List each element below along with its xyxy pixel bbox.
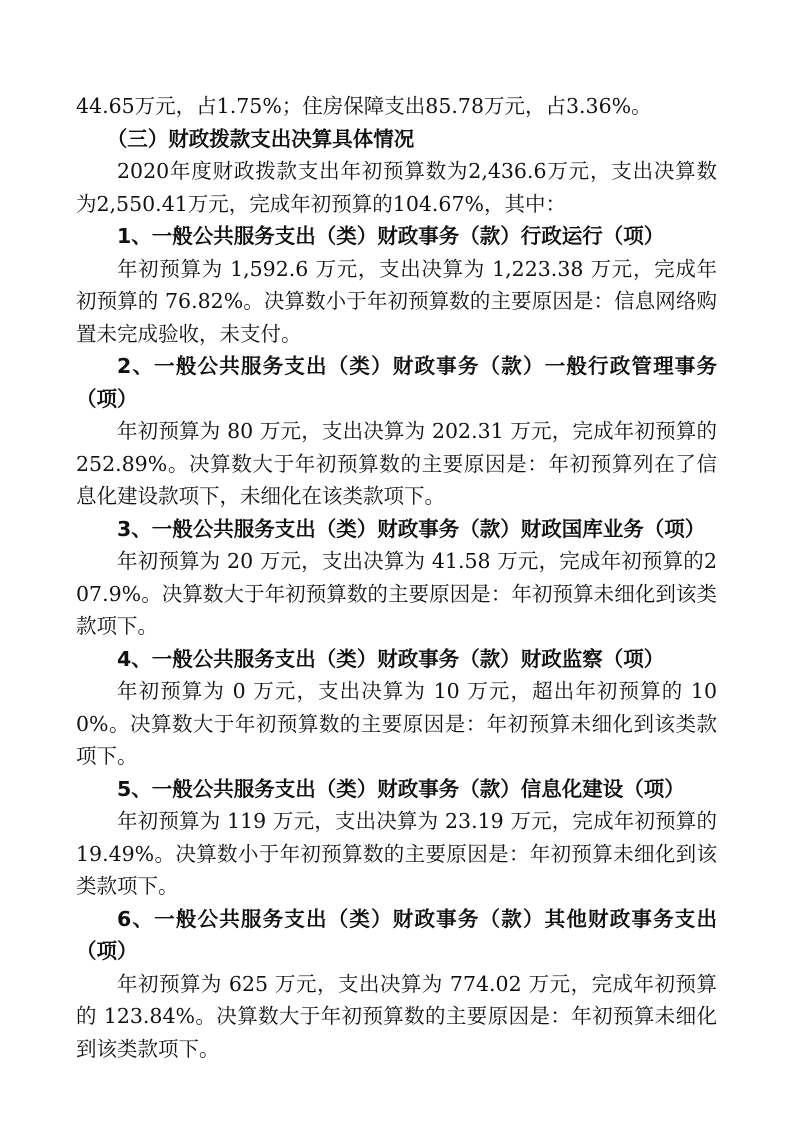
- item-5-heading: 5、一般公共服务支出（类）财政事务（款）信息化建设（项）: [117, 776, 685, 801]
- summary-paragraph: 2020年度财政拨款支出年初预算数为2,436.6万元，支出决算数为2,550.41万元，完成年初预算的104.67%，其中：: [76, 159, 717, 216]
- item-2-body: 年初预算为 80 万元，支出决算为 202.31 万元，完成年初预算的252.89%。决算数大于年初预算数的主要原因是：年初预算列在了信息化建设款项下，未细化在该类款项下。: [76, 419, 717, 508]
- item-4-body: 年初预算为 0 万元，支出决算为 10 万元，超出年初预算的 100%。决算数大于年初预算数的主要原因是：年初预算未细化到该类款项下。: [76, 679, 717, 768]
- item-3-body: 年初预算为 20 万元，支出决算为 41.58 万元，完成年初预算的207.9%。决算数大于年初预算数的主要原因是：年初预算未细化到该类款项下。: [76, 549, 717, 638]
- item-5-body: 年初预算为 119 万元，支出决算为 23.19 万元，完成年初预算的19.49%。决算数小于年初预算数的主要原因是：年初预算未细化到该类款项下。: [76, 809, 717, 898]
- item-6-heading: 6、一般公共服务支出（类）财政事务（款）其他财政事务支出（项）: [76, 906, 717, 963]
- intro-paragraph: 44.65万元，占1.75%；住房保障支出85.78万元，占3.36%。: [76, 94, 652, 118]
- section-heading: （三）财政拨款支出决算具体情况: [106, 126, 415, 151]
- item-3-heading: 3、一般公共服务支出（类）财政事务（款）财政国库业务（项）: [117, 516, 706, 541]
- item-6-body: 年初预算为 625 万元，支出决算为 774.02 万元，完成年初预算的 123.84%。决算数大于年初预算数的主要原因是：年初预算未细化到该类款项下。: [76, 971, 717, 1061]
- item-1-body: 年初预算为 1,592.6 万元，支出决算为 1,223.38 万元，完成年初预算的 76.82%。决算数小于年初预算数的主要原因是：信息网络购置未完成验收，未支付。: [76, 256, 717, 346]
- item-4-heading: 4、一般公共服务支出（类）财政事务（款）财政监察（项）: [117, 646, 665, 671]
- item-1-heading: 1、一般公共服务支出（类）财政事务（款）行政运行（项）: [117, 224, 665, 248]
- item-2-heading: 2、一般公共服务支出（类）财政事务（款）一般行政管理事务（项）: [76, 354, 717, 411]
